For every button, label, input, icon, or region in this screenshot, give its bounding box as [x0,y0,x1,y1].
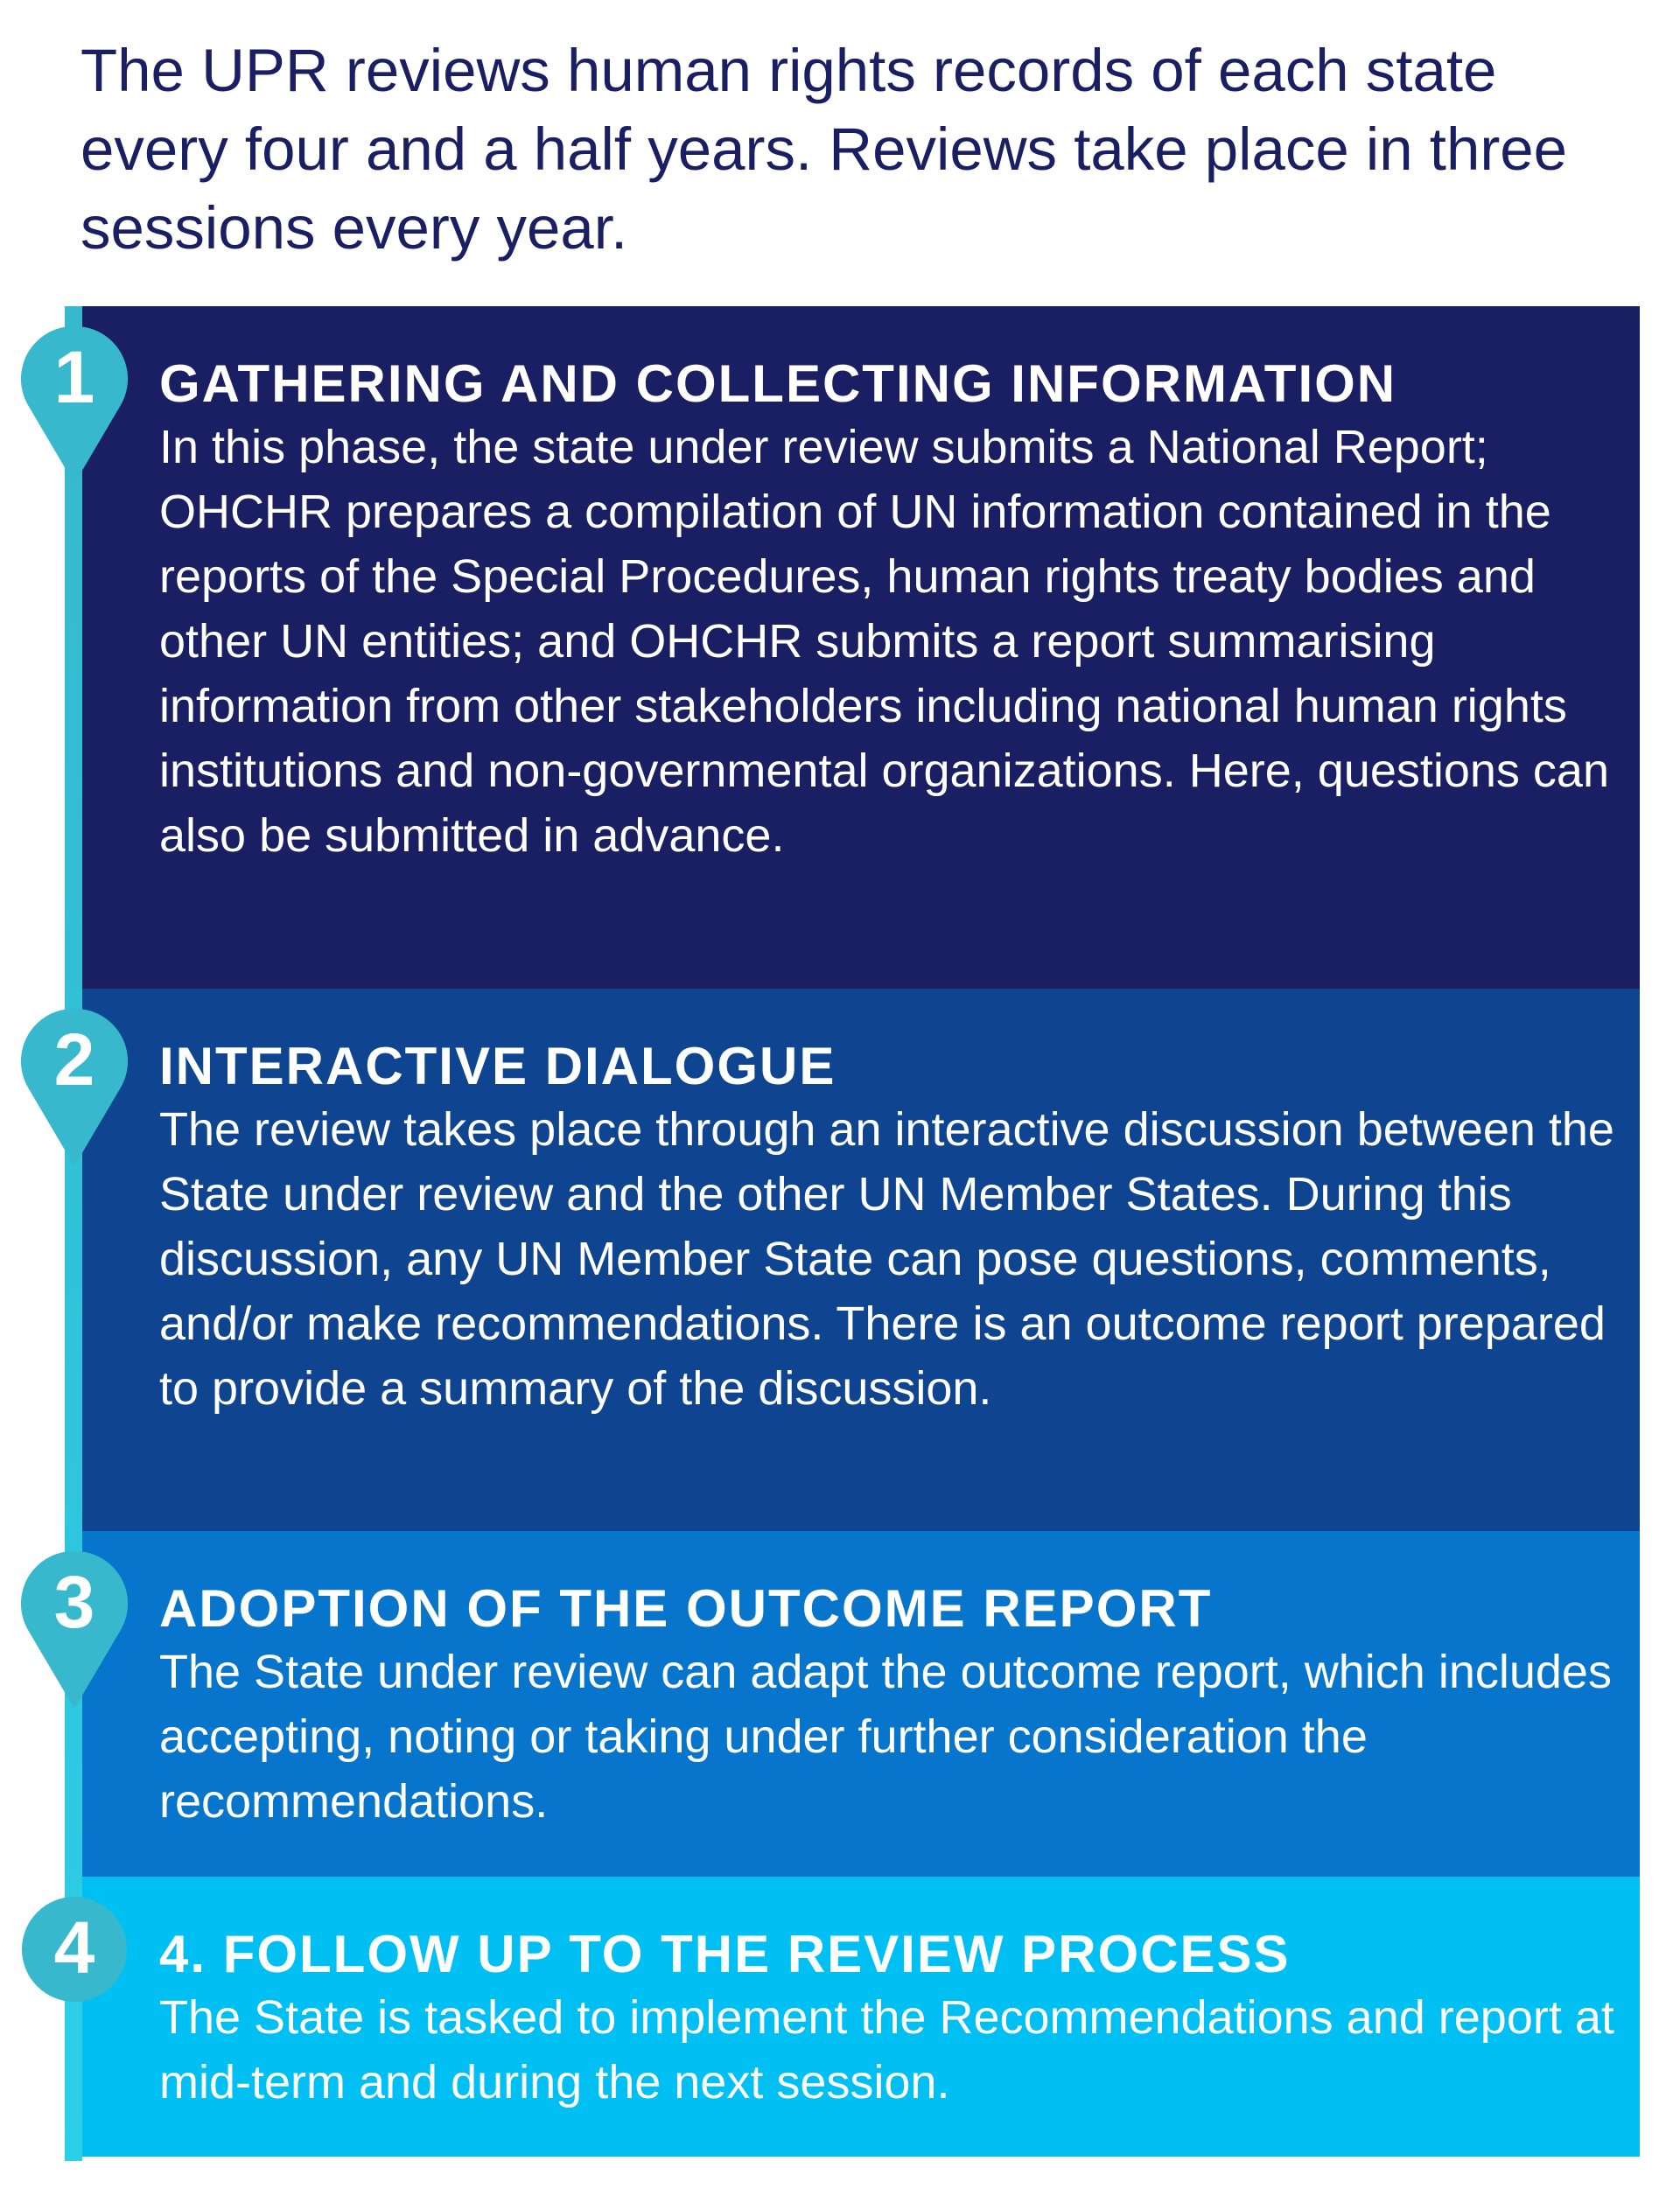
phase-3-title: ADOPTION OF THE OUTCOME REPORT [159,1579,1213,1638]
phase-3-body: The State under review can adapt the outcome report, which includes accepting, noting or taking under further consideration the recommendations. [159,1646,1612,1828]
phase-1-title: GATHERING AND COLLECTING INFORMATION [159,354,1397,413]
step-4-marker-icon [18,1892,131,2006]
phase-4-panel [82,1877,1640,2157]
phase-2-panel [82,989,1640,1531]
step-4-number: 4 [53,1906,95,1989]
step-2-marker-icon [18,1004,131,1171]
step-1-number: 1 [53,336,95,418]
timeline-rail [65,306,82,2161]
step-2-number: 2 [53,1018,95,1101]
phase-2-title: INTERACTIVE DIALOGUE [159,1037,836,1095]
phase-1-body: In this phase, the state under review submits a National Report; OHCHR prepares a compilation of UN information contained in the reports of the Special Procedures, human rights treaty bodies and other UN entities; and OHCHR submits a report summarising information from other stakeholders including national human rights institutions and non-governmental organizations. Here, questions can also be submitted in advance. [159,421,1609,862]
step-3-marker-icon [18,1547,131,1713]
step-1-marker-icon [18,322,131,488]
phase-4-body: The State is tasked to implement the Recommendations and report at mid-term and during the next session. [159,1991,1614,2109]
phase-2-body: The review takes place through an interactive discussion between the State under review and the other UN Member States. During this discussion, any UN Member State can pose questions, comments, and/or make recommendations. There is an outcome report prepared to provide a summary of the discussion. [159,1103,1614,1415]
intro-text: The UPR reviews human rights records of each state every four and a half years. Reviews take place in three sessions every year. [80,37,1568,262]
step-3-number: 3 [53,1561,95,1643]
phase-1-panel [82,306,1640,989]
phase-4-title: 4. FOLLOW UP TO THE REVIEW PROCESS [159,1925,1291,1983]
phase-3-panel [82,1531,1640,1877]
